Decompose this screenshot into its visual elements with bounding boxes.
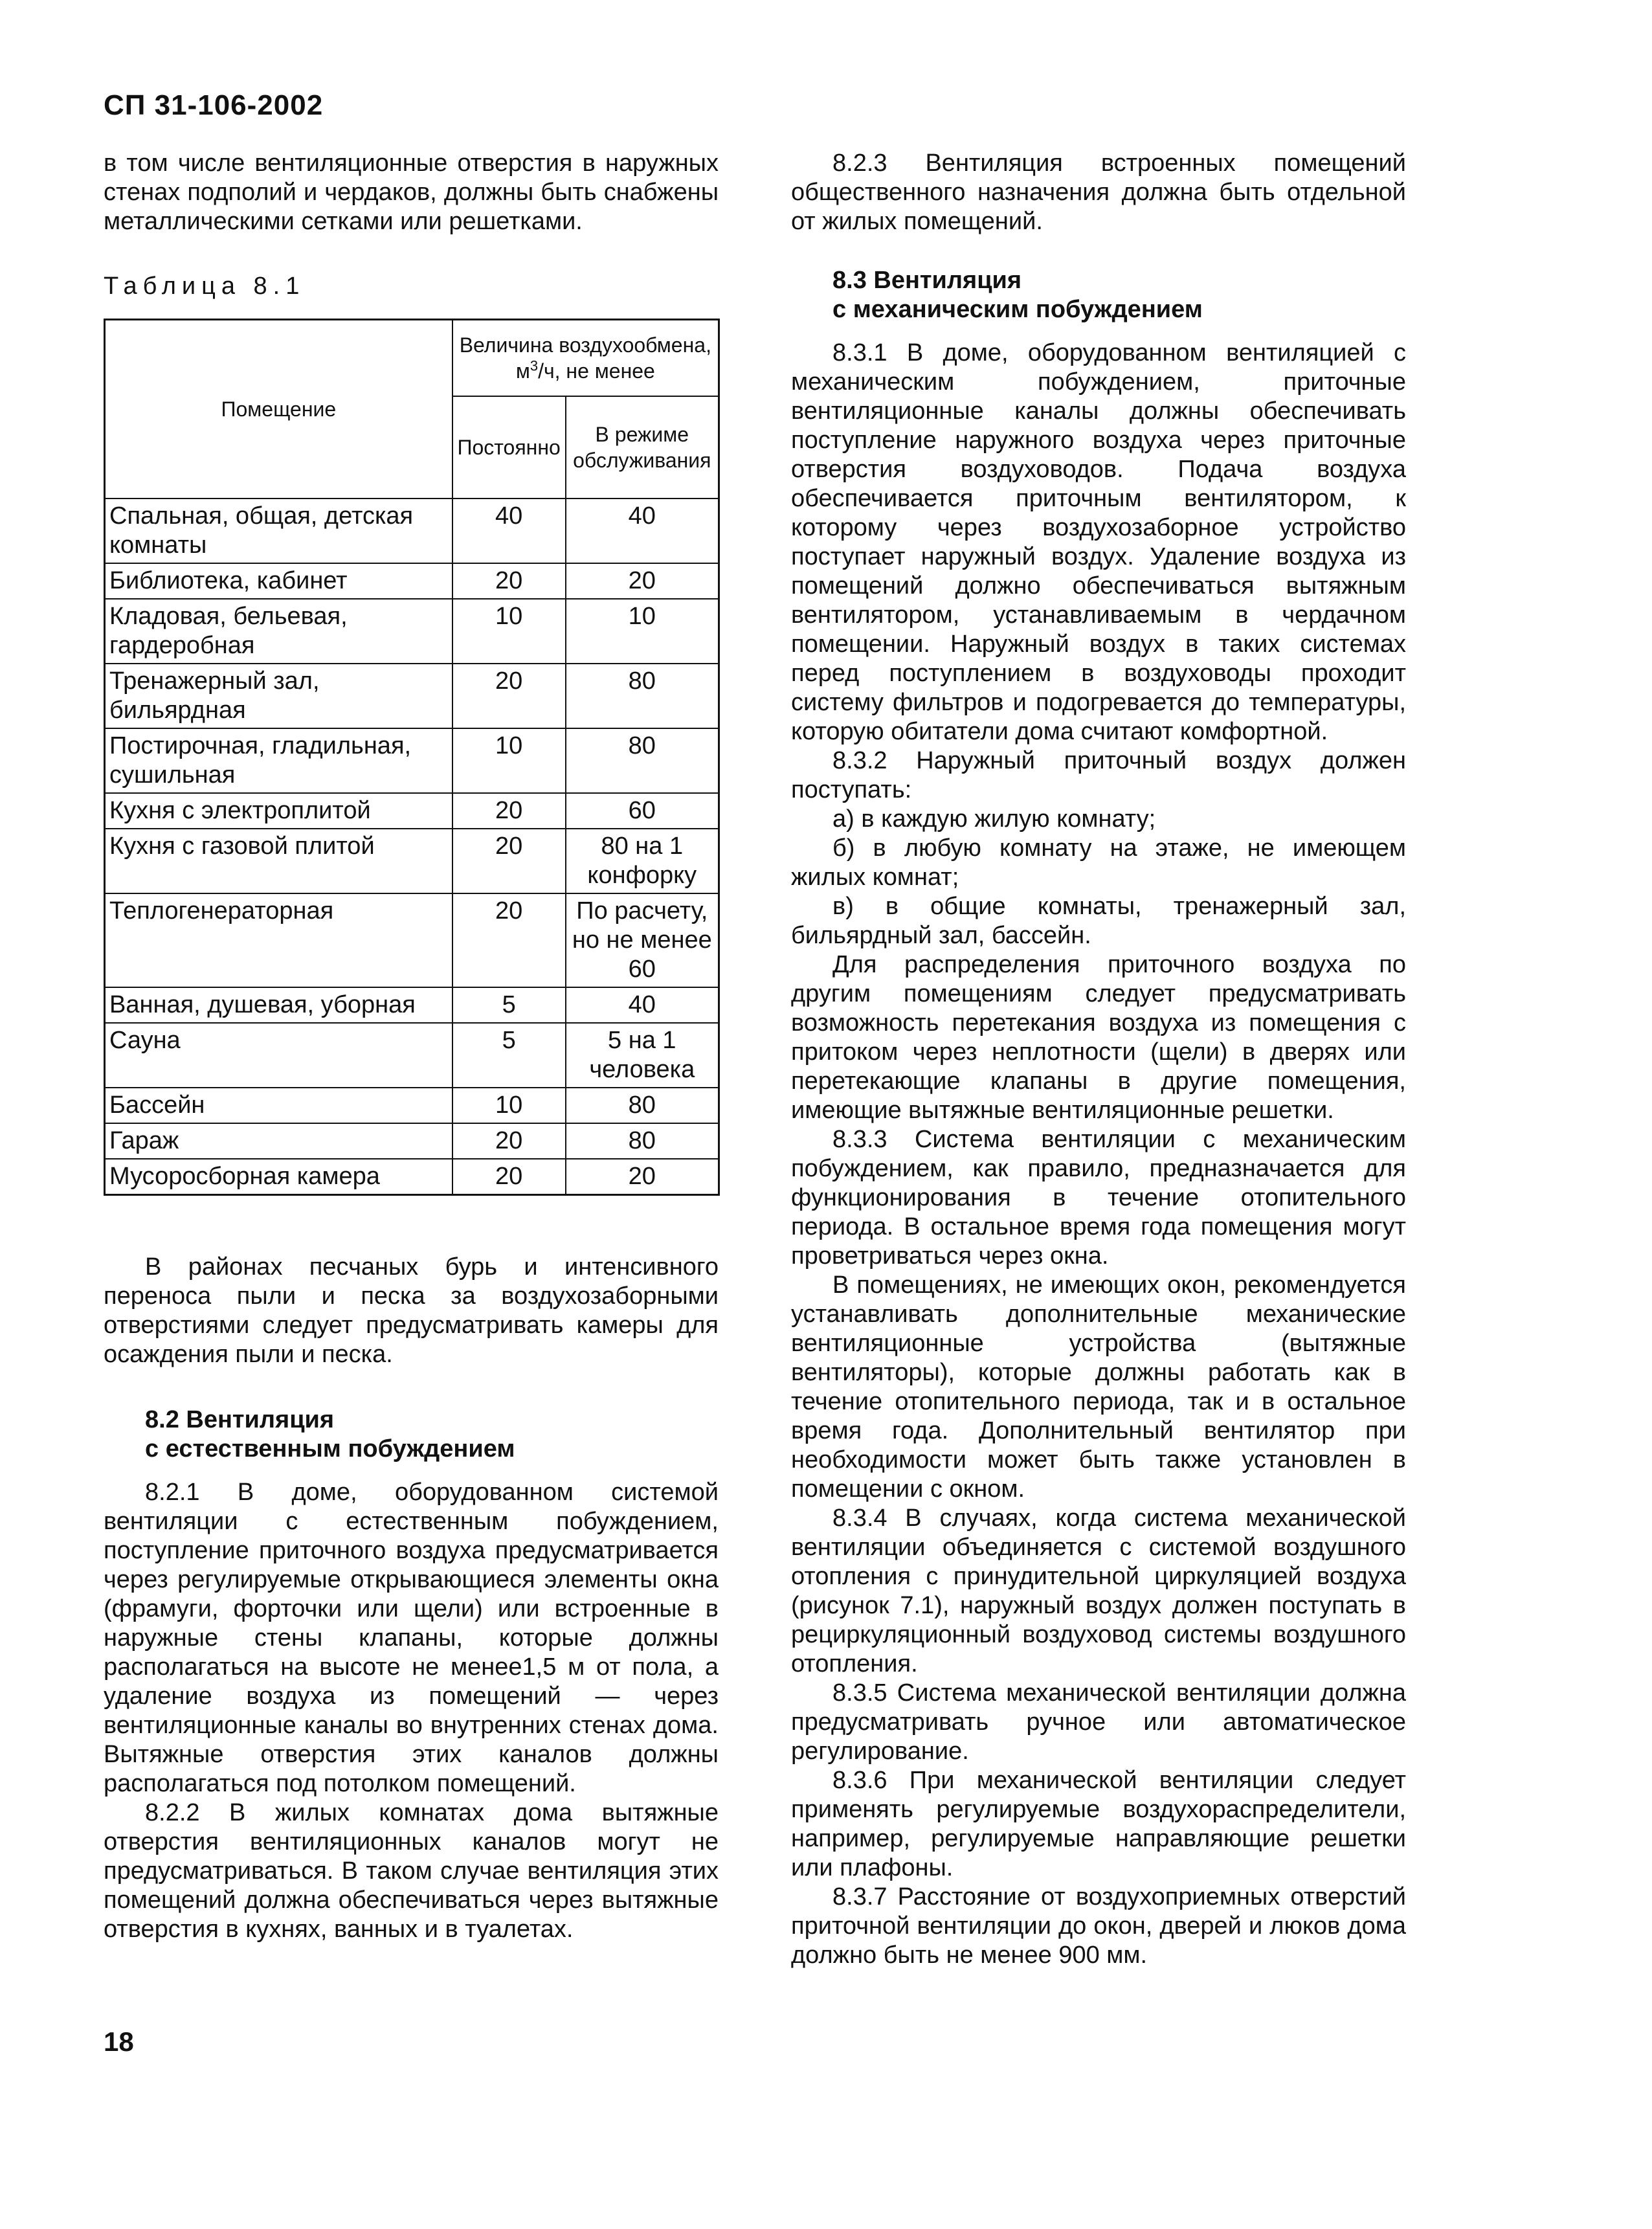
service-rate-cell: 20 [566,1159,719,1195]
room-cell: Мусоросборная камера [105,1159,452,1195]
table-row [105,599,719,664]
room-cell: Спальная, общая, детская комнаты [105,498,452,563]
header-air-exchange: Величина воздухообмена, $м^3/ч$, не менее [452,320,719,396]
service-rate-cell: 40 [566,987,719,1023]
header-constant: Постоянно [452,396,566,498]
service-rate-cell: 80 [566,664,719,728]
room-cell: Гараж [105,1123,452,1159]
room-cell: Библиотека, кабинет [105,563,452,599]
left-column [104,149,719,1944]
document-code: СП 31-106-2002 [104,89,324,121]
table-row [105,829,719,893]
sand-storm-paragraph: В районах песчаных бурь и интенсивного переноса пыли и песка за воздухозаборными отверстиями следует предусматривать камеры для осаждения пыли и песка. [104,1253,719,1368]
page-number: 18 [104,2026,134,2057]
paragraph-8-3-3: 8.3.3 Система вентиляции с механическим побуждением, как правило, предназначается для функционирования в течение отопительного периода. В остальное время года помещения могут проветриваться через окна. [791,1126,1406,1270]
service-rate-cell: 60 [566,793,719,829]
service-rate-cell: 80 [566,728,719,793]
section-8-2-heading: 8.2 Вентиляция с естественным побуждением [145,1406,515,1462]
room-cell: Кладовая, бельевая, гардеробная [105,599,452,664]
table-row [105,1023,719,1088]
paragraph-8-3-5: 8.3.5 Система механической вентиляции должна предусматривать ручное или автоматическое регулирование. [791,1679,1406,1765]
room-cell: Кухня с газовой плитой [105,829,452,893]
constant-rate-cell: 20 [452,893,566,987]
constant-rate-cell: 10 [452,1088,566,1123]
paragraph-8-2-1: 8.2.1 В доме, оборудованном системой вентиляции с естественным побуждением, поступление приточного воздуха предусматривается через регулируемые открывающиеся элементы окна (фрамуги, форточки или щели) или встроенные в наружные стены клапаны, которые должны располагаться на высоте не менее1,5 м от пола, а удаление воздуха из помещений — через вентиляционные каналы во внутренних стенах дома. Вытяжные отверстия этих каналов должны располагаться под потолком помещений. [104,1478,719,1797]
paragraph-air-distribution: Для распределения приточного воздуха по другим помещениям следует предусматривать возможность перетекания воздуха из помещения с притоком через неплотности (щели) в дверях или перетекающие клапаны в другие помещения, имеющие вытяжные вентиляционные решетки. [791,951,1406,1124]
table-row [105,893,719,987]
air-exchange-table [104,319,720,1196]
table-row [105,498,719,563]
room-cell: Тренажерный зал, бильярдная [105,664,452,728]
right-column [791,149,1406,1970]
constant-rate-cell: 5 [452,987,566,1023]
room-cell: Ванная, душевая, уборная [105,987,452,1023]
service-rate-cell: 5 на 1 человека [566,1023,719,1088]
table-row [105,563,719,599]
table-row [105,1159,719,1195]
section-8-3-heading: 8.3 Вентиляция с механическим побуждением [832,267,1203,323]
constant-rate-cell: 20 [452,563,566,599]
room-cell: Бассейн [105,1088,452,1123]
constant-rate-cell: 20 [452,793,566,829]
paragraph-8-3-1: 8.3.1 В доме, оборудованном вентиляцией с механическим побуждением, приточные вентиляционные каналы должны обеспечивать поступление наружного воздуха через приточные отверстия воздуховодов. Подача воздуха обеспечивается приточным вентилятором, к которому через воздухозаборное устройство поступает наружный воздух. Удаление воздуха из помещений должно обеспечиваться вытяжным вентилятором, устанавливаемым в чердачном помещении. Наружный воздух в таких системах перед поступлением в воздуховоды проходит систему фильтров и подогревается до температуры, которую обитатели дома считают комфортной. [791,339,1406,745]
room-cell: Постирочная, гладильная, сушильная [105,728,452,793]
service-rate-cell: 80 [566,1123,719,1159]
table-body [105,498,719,1195]
table-caption: Таблица 8.1 [104,273,306,300]
table-row [105,664,719,728]
intro-paragraph: в том числе вентиляционные отверстия в наружных стенах подполий и чердаков, должны быть снабжены металлическими сетками или решетками. [104,150,719,235]
service-rate-cell: 10 [566,599,719,664]
header-service-mode: В режиме обслуживания [566,396,719,498]
constant-rate-cell: 10 [452,599,566,664]
paragraph-8-2-3: 8.2.3 Вентиляция встроенных помещений общественного назначения должна быть отдельной от жилых помещений. [791,150,1406,235]
header-room: Помещение [105,320,452,498]
table-row [105,793,719,829]
room-cell: Сауна [105,1023,452,1088]
paragraph-8-3-6: 8.3.6 При механической вентиляции следует применять регулируемые воздухораспределители, например, регулируемые направляющие решетки или плафоны. [791,1767,1406,1881]
table-row [105,1088,719,1123]
table-row [105,987,719,1023]
constant-rate-cell: 20 [452,1123,566,1159]
service-rate-cell: По расчету, но не менее 60 [566,893,719,987]
room-cell: Кухня с электроплитой [105,793,452,829]
paragraph-8-2-2: 8.2.2 В жилых комнатах дома вытяжные отверстия вентиляционных каналов могут не предусматриваться. В таком случае вентиляция этих помещений должна обеспечиваться через вытяжные отверстия в кухнях, ванных и в туалетах. [104,1798,719,1943]
service-rate-cell: 40 [566,498,719,563]
constant-rate-cell: 10 [452,728,566,793]
constant-rate-cell: 20 [452,829,566,893]
constant-rate-cell: 40 [452,498,566,563]
service-rate-cell: 80 на 1 конфорку [566,829,719,893]
table-row [105,728,719,793]
paragraph-8-3-2: 8.3.2 Наружный приточный воздух должен поступать: [791,747,1406,803]
list-item-b: б) в любую комнату на этаже, не имеющем жилых комнат; [791,834,1406,891]
service-rate-cell: 20 [566,563,719,599]
paragraph-8-3-4: 8.3.4 В случаях, когда система механической вентиляции объединяется с системой воздушного отопления с принудительной циркуляцией воздуха (рисунок 7.1), наружный воздух должен поступать в рециркуляционный воздуховод системы воздушного отопления. [791,1505,1406,1677]
room-cell: Теплогенераторная [105,893,452,987]
list-item-a: а) в каждую жилую комнату; [832,805,1156,833]
paragraph-8-3-7: 8.3.7 Расстояние от воздухоприемных отверстий приточной вентиляции до окон, дверей и люков дома должно быть не менее 900 мм. [791,1883,1406,1969]
list-item-c: в) в общие комнаты, тренажерный зал, бильярдный зал, бассейн. [791,893,1406,949]
service-rate-cell: 80 [566,1088,719,1123]
table-row [105,1123,719,1159]
constant-rate-cell: 20 [452,1159,566,1195]
paragraph-windowless-rooms: В помещениях, не имеющих окон, рекомендуется устанавливать дополнительные механические вентиляционные устройства (вытяжные вентиляторы), которые должны работать как в течение отопительного периода, так и в остальное время года. Дополнительный вентилятор при необходимости может быть также установлен в помещении с окном. [791,1271,1406,1503]
constant-rate-cell: 20 [452,664,566,728]
constant-rate-cell: 5 [452,1023,566,1088]
